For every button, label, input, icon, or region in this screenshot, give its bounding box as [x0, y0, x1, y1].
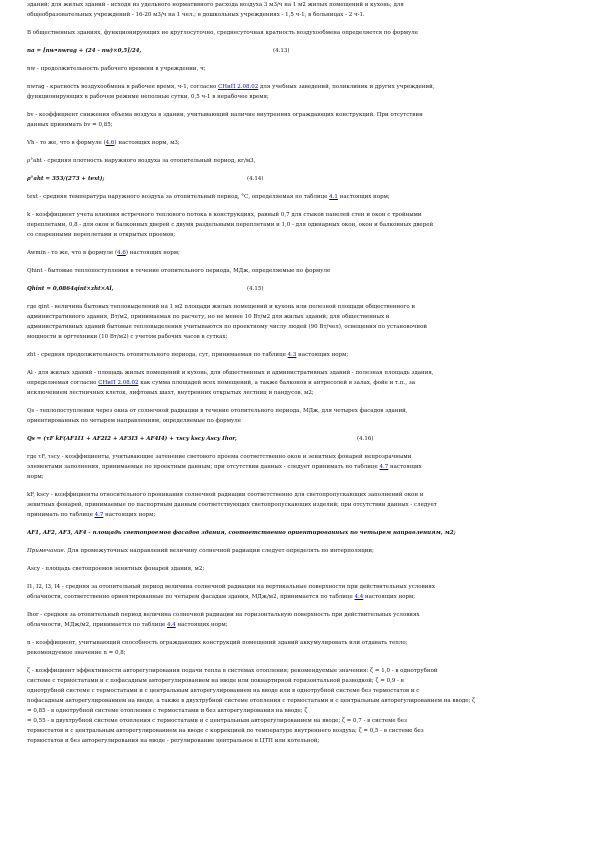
table-link[interactable]: 4.4 [166, 622, 176, 628]
text-span: В общественных зданиях, функционирующих не круглосуточно, среднесуточная кратность воздухообмена определяется по формуле [27, 30, 418, 36]
text-line [27, 736, 567, 746]
formula-4-16 [27, 434, 567, 444]
text-span: однотрубной системе с термостатами и с центральным авторегулированием на вводе или в однотрубной системе без термостатов и с [27, 688, 420, 694]
text-span: AF1, AF2, AF3, AF4 - площадь светопроемов фасадов здания, соответственно ориентированных по четырем направлениям, м2; [27, 530, 456, 536]
text-span: где τF, τscy - коэффициенты, учитывающие затенение светового проема соответственно окон и зенитных фонарей непрозрачными [27, 454, 412, 460]
text-line [27, 696, 567, 706]
text-span: = 0,85 - в однотрубной системе отопления с термостатами и без авторегулирования на вводе; ζ [27, 708, 308, 714]
text-line [27, 110, 567, 120]
text-line [27, 322, 567, 332]
formula-text: Qhint = 0,0864qint×zht×Al, [27, 286, 114, 292]
text-span: норм; [27, 474, 44, 480]
text-line [27, 248, 567, 258]
text-span: для учебных заведений, поликлиник и других учреждений, [260, 84, 435, 90]
text-span: Qs - теплопоступления через окна от солнечной радиации в течение отопительного периода, МДж, для четырех фасадов зданий, [27, 408, 408, 414]
text-span: термостатов и с центральным авторегулированием на вводе с коррекцией по температуре внутреннего воздуха; ζ = 0,5 - в системе без [27, 728, 424, 734]
formula-text: Qs = (τF kF(AF1I1 + AF2I2 + AF3I3 + AF4I4) + τscy kscy Ascy Ihor, [27, 436, 237, 442]
text-span: административных зданий бытовые тепловыделения учитываются по проектному числу людей (90 Вт/чел), освещения по установочной [27, 324, 428, 330]
text-span: переплетами, 0,8 - для окон и балконных дверей с двумя раздельными переплетами и 1,0 - для одинарных окон, окон и балконных дверей [27, 222, 434, 228]
formula-4-14 [27, 174, 567, 184]
text-span: рекомендуемое значение n = 0,8; [27, 650, 126, 656]
text-line [27, 266, 567, 276]
text-line [27, 648, 567, 658]
table-link[interactable]: 4.7 [94, 512, 104, 518]
text-span: Ihor - средняя за отопительный период величина солнечной радиации на горизонтальную поверхность при действительных условиях [27, 612, 420, 618]
formula-text: ρ°aht = 353/(273 + text); [27, 176, 105, 182]
table-link[interactable]: 4.1 [329, 194, 338, 200]
text-line [27, 666, 567, 676]
text-line [27, 416, 567, 426]
text-span: Ascy - площадь светопроемов зенитных фонарей здания, м2; [27, 566, 205, 572]
text-line [27, 472, 567, 482]
text-line [27, 610, 567, 620]
text-span: Vh - то же, что в формуле ( [27, 140, 106, 146]
text-line [27, 676, 567, 686]
text-line [27, 716, 567, 726]
text-span: kF, kscy - коэффициенты относительного проникания солнечной радиации соответственно для светопропускающих заполнений окон и [27, 492, 424, 498]
snip-link[interactable]: СНиП 2.08.02 [218, 84, 259, 90]
text-line [27, 620, 567, 630]
text-span: исключением лестничных клеток, лифтовых шахт, внутренних открытых лестниц и пандусов, м2; [27, 390, 314, 396]
text-span: ζ - коэффициент эффективности авторегулирования подачи тепла в системах отопления; рекомендуемые значения: ζ = 1,0 - в однотрубной [27, 668, 438, 674]
text-line [27, 388, 567, 398]
note-label: Примечание. [27, 548, 66, 554]
text-span: text - средняя температура наружного воздуха за отопительный период, °С, определяемая по таблице [27, 194, 328, 200]
text-span: зенитных фонарей, принимаемые по паспортным данным соответствующих светопропускающих изделий; при отсутствии данных - следует [27, 502, 437, 508]
text-span: как сумма площадей всех помещений, а также балконов и антресолей в залах, фойе и т.п., за [140, 380, 416, 386]
text-span: облачности, соответственно ориентированные по четырем фасадам здания, МДж/м2, принимается по таблице [27, 594, 353, 600]
text-span: административного здания, Вт/м2, принимаемая по расчету, но не менее 10 Вт/м2 для жилых зданий; для общественных и [27, 314, 390, 320]
text-span: настоящих норм; [339, 194, 390, 200]
text-span: k - коэффициент учета влияния встречного теплового потока в конструкциях, равный 0,7 для стыков панелей стен и окон с тройными [27, 212, 422, 218]
text-span: со спаренными переплетами и открытых проемов; [27, 232, 176, 238]
formula-link[interactable]: 4.6 [117, 250, 126, 256]
text-line [27, 230, 567, 240]
text-span: термостатов и без авторегулирования на вводе - регулирование центральное в ЦТП или котельной; [27, 738, 320, 744]
formula-4-13 [27, 46, 567, 56]
text-span: Awmin - то же, что в формуле ( [27, 250, 118, 256]
text-line [27, 92, 567, 102]
text-span: bv - коэффициент снижения объема воздуха в здании, учитывающий наличие внутренних ограждающих конструкций. При отсутствии [27, 112, 423, 118]
text-span: Al - для жилых зданий - площадь жилых помещений и кухонь, для общественных и административных зданий - полезная площадь здания, [27, 370, 434, 376]
text-line [27, 582, 567, 592]
text-line [27, 350, 567, 360]
equation-number: (4.13) [273, 48, 290, 54]
text-span: настоящих норм; [298, 352, 349, 358]
snip-link[interactable]: СНиП 2.08.02 [98, 380, 139, 386]
text-span: nw - продолжительность рабочего времени в учреждении, ч; [27, 66, 206, 72]
text-line [27, 406, 567, 416]
text-line [27, 220, 567, 230]
formula-link[interactable]: 4.6 [105, 140, 115, 146]
text-span: настоящих норм; [364, 594, 416, 600]
text-span: ρ°aht - средняя плотность наружного воздуха за отопительный период, кг/м3, [27, 158, 256, 164]
text-line [27, 120, 567, 130]
text-span: где qint - величина бытовых тепловыделений на 1 м2 площади жилых помещений и кухонь или полезной площади общественного и [27, 304, 416, 310]
note-line [27, 546, 567, 556]
text-line [27, 528, 567, 538]
text-line [27, 138, 567, 148]
text-span: пофасадным авторегулированием на вводе, а также в двухтрубной системе отопления с термостатами и с центральным авторегулированием на вводе; ζ [27, 698, 476, 704]
text-span: настоящих норм; [177, 622, 228, 628]
text-span: функционирующих в рабочем режиме неполные сутки, 0,5 ч-1 в нерабочее время; [27, 94, 269, 100]
text-span: I1, I2, I3, I4 - средняя за отопительный период величина солнечной радиации на вертикальные поверхности при действительных условиях [27, 584, 435, 590]
text-line [27, 10, 567, 20]
text-line [27, 192, 567, 202]
text-span: n - коэффициент, учитывающий способность ограждающих конструкций помещений зданий аккумулировать или отдавать тепло; [27, 640, 408, 646]
text-span: мощности и оргтехники (10 Вт/м2) с учетом рабочих часов в сутках; [27, 334, 228, 340]
text-span: ) настоящих норм, м3; [114, 140, 180, 146]
text-span: = 0,55 - в двухтрубной системе отопления с термостатами и с центральным авторегулированием на вводе; ζ = 0,7 - в системе без [27, 718, 407, 724]
text-span: zht - средняя продолжительность отопительного периода, сут, принимаемая по таблице [27, 352, 286, 358]
text-line [27, 510, 567, 520]
text-line [27, 452, 567, 462]
text-line [27, 706, 567, 716]
text-line [27, 64, 567, 74]
table-link[interactable]: 4.7 [379, 464, 389, 470]
text-span: принимать по таблице [27, 512, 93, 518]
text-line [27, 332, 567, 342]
document-page [27, 0, 567, 746]
text-line [27, 638, 567, 648]
text-span: элементами заполнения, принимаемые по проектным данным; при отсутствии данных - следует принимать по таблице [27, 464, 378, 470]
text-line [27, 210, 567, 220]
text-line [27, 378, 567, 388]
equation-number: (4.16) [357, 436, 374, 442]
text-span: системе с термостатами и с пофасадным авторегулированием на вводе или поквартирной горизонтальной разводкой; ζ = 0,9 - в [27, 678, 404, 684]
equation-number: (4.15) [247, 286, 264, 292]
text-line [27, 592, 567, 602]
text-line [27, 368, 567, 378]
text-line [27, 28, 567, 38]
text-span: определяемая согласно [27, 380, 97, 386]
text-line [27, 500, 567, 510]
text-span: зданий; для жилых зданий - исходя из удельного нормативного расхода воздуха 3 м3/ч на 1 м2 жилых помещений и кухонь; для [27, 2, 404, 8]
text-span: настоящих [389, 464, 422, 470]
text-line [27, 156, 567, 166]
text-line [27, 82, 567, 92]
text-line [27, 312, 567, 322]
text-span: общеобразовательных учреждений - 16-20 м3/ч на 1 чел.; в дошкольных учреждениях - 1,5 ч-1, в больницах - 2 ч-1. [27, 12, 365, 18]
text-line [27, 0, 567, 10]
table-link[interactable]: 4.4 [354, 594, 364, 600]
equation-number: (4.14) [247, 176, 264, 182]
text-span: настоящих норм; [105, 512, 156, 518]
text-line [27, 564, 567, 574]
text-line [27, 490, 567, 500]
text-line [27, 462, 567, 472]
text-line [27, 302, 567, 312]
text-span: ) настоящих норм; [125, 250, 180, 256]
text-span: данных принимать bv = 0,85; [27, 122, 113, 128]
formula-text: na = [nw•nwrag + (24 - nw)×0,5]/24, [27, 48, 142, 54]
formula-4-15 [27, 284, 567, 294]
text-span: ориентированных по четырем направлениям, определяемые по формуле [27, 418, 241, 424]
table-link[interactable]: 4.3 [287, 352, 297, 358]
text-span: Для промежуточных направлений величину солнечной радиации следует определять по интерполяции; [67, 548, 374, 554]
text-span: Qhint - бытовые теплопоступления в течение отопительного периода, МДж, определяемые по формуле [27, 268, 331, 274]
text-line [27, 726, 567, 736]
text-span: nwrag - кратность воздухообмена в рабочее время, ч-1, согласно [27, 84, 217, 90]
text-line [27, 686, 567, 696]
text-span: облачности, МДж/м2, принимается по таблице [27, 622, 166, 628]
